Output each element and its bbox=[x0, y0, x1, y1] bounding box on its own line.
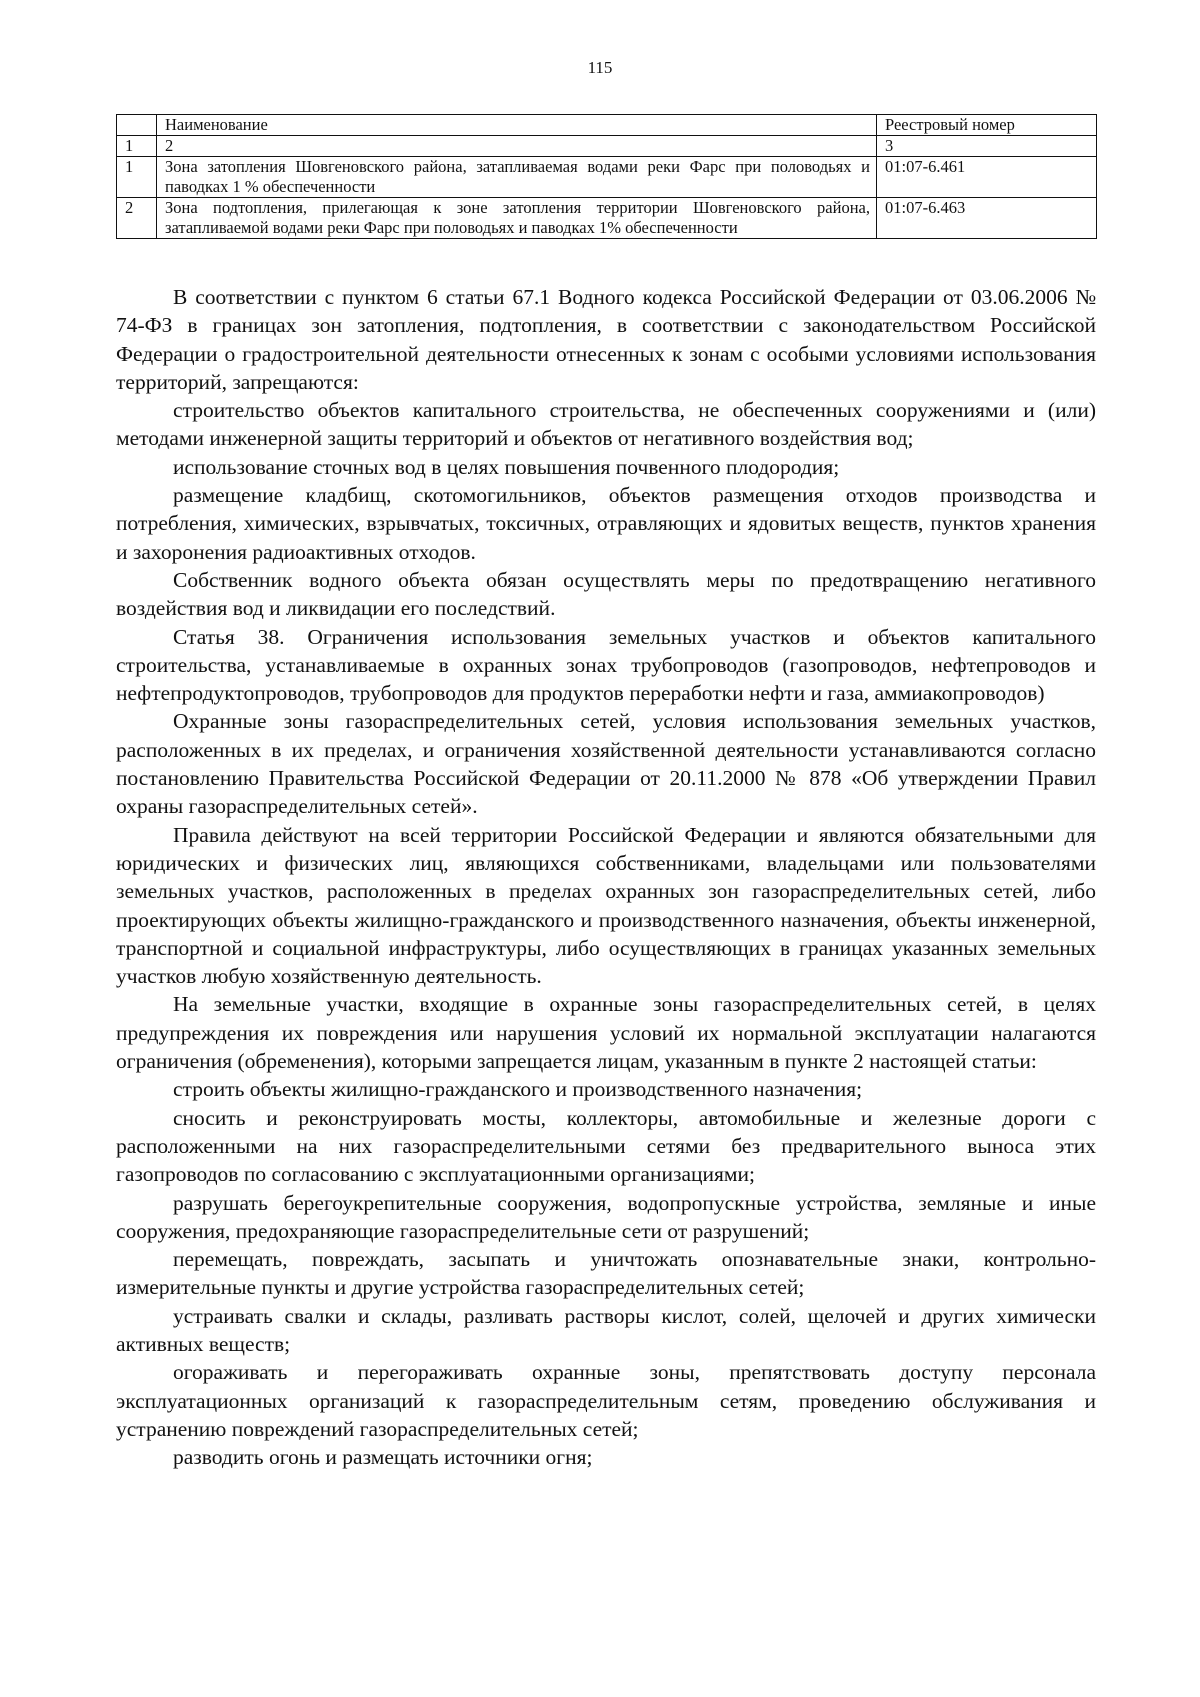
table-numbering-row bbox=[117, 136, 1097, 157]
paragraph: использование сточных вод в целях повышения почвенного плодородия; bbox=[173, 454, 840, 479]
page-number: 115 bbox=[587, 58, 613, 77]
table-row bbox=[117, 157, 1097, 198]
paragraph: В соответствии с пунктом 6 статьи 67.1 Водного кодекса Российской Федерации от 03.06.2006 № 74-ФЗ в границах зон затопления, подтопления, в соответствии с законодательством Российской Федерации о градостроительной деятельности отнесенных к зонам с особыми условиями использования территорий, запрещаются: bbox=[116, 285, 1096, 394]
paragraph: Правила действуют на всей территории Российской Федерации и являются обязательными для юридических и физических лиц, являющихся собственниками, владельцами или пользователями земельных участков, расположенных в пределах охранных зон газораспределительных сетей, либо проектирующих объекты жилищно-гражданского и производственного назначения, объекты инженерной, транспортной и социальной инфраструктуры, либо осуществляющих в границах указанных земельных участков любую хозяйственную деятельность. bbox=[116, 822, 1096, 989]
row-num: 1 bbox=[117, 157, 157, 198]
numbering-registry: 3 bbox=[877, 136, 1097, 157]
numbering-name: 2 bbox=[157, 136, 877, 157]
article-heading: Статья 38. Ограничения использования земельных участков и объектов капитального строительства, устанавливаемые в охранных зонах трубопроводов (газопроводов, нефтепроводов и нефтепродуктопроводов, трубопроводов для продуктов переработки нефти и газа, аммиакопроводов) bbox=[116, 624, 1096, 706]
paragraph: На земельные участки, входящие в охранные зоны газораспределительных сетей, в целях предупреждения их повреждения или нарушения условий их нормальной эксплуатации налагаются ограничения (обременения), которыми запрещается лицам, указанным в пункте 2 настоящей статьи: bbox=[116, 992, 1096, 1074]
header-num bbox=[117, 115, 157, 136]
body-text bbox=[116, 283, 1096, 1471]
row-name: Зона затопления Шовгеновского района, затапливаемая водами реки Фарс при половодьях и паводках 1 % обеспеченности bbox=[157, 157, 877, 198]
row-registry: 01:07-6.461 bbox=[877, 157, 1097, 198]
paragraph: Собственник водного объекта обязан осуществлять меры по предотвращению негативного воздействия вод и ликвидации его последствий. bbox=[116, 567, 1096, 621]
row-name: Зона подтопления, прилегающая к зоне затопления территории Шовгеновского района, затапливаемой водами реки Фарс при половодьях и паводках 1% обеспеченности bbox=[157, 198, 877, 239]
paragraph: огораживать и перегораживать охранные зоны, препятствовать доступу персонала эксплуатационных организаций к газораспределительным сетям, проведению обслуживания и устранению повреждений газораспределительных сетей; bbox=[116, 1360, 1096, 1441]
row-registry: 01:07-6.463 bbox=[877, 198, 1097, 239]
paragraph: строительство объектов капитального строительства, не обеспеченных сооружениями и (или) методами инженерной защиты территорий и объектов от негативного воздействия вод; bbox=[116, 398, 1096, 451]
paragraph: сносить и реконструировать мосты, коллекторы, автомобильные и железные дороги с расположенными на них газораспределительными сетями без предварительного выноса этих газопроводов по согласованию с эксплуатационными организациями; bbox=[116, 1105, 1096, 1187]
header-registry: Реестровый номер bbox=[877, 115, 1097, 136]
paragraph: перемещать, повреждать, засыпать и уничтожать опознавательные знаки, контрольно-измерительные пункты и другие устройства газораспределительных сетей; bbox=[116, 1247, 1096, 1300]
table-row bbox=[117, 198, 1097, 239]
paragraph: устраивать свалки и склады, разливать растворы кислот, солей, щелочей и других химически активных веществ; bbox=[116, 1303, 1096, 1356]
header-name: Наименование bbox=[157, 115, 877, 136]
numbering-num: 1 bbox=[117, 136, 157, 157]
paragraph: Охранные зоны газораспределительных сетей, условия использования земельных участков, расположенных в их пределах, и ограничения хозяйственной деятельности устанавливаются согласно постановлению Правительства Российской Федерации от 20.11.2000 № 878 «Об утверждении Правил охраны газораспределительных сетей». bbox=[116, 709, 1096, 819]
paragraph: строить объекты жилищно-гражданского и производственного назначения; bbox=[173, 1077, 863, 1102]
table-header-row bbox=[117, 115, 1097, 136]
paragraph: разводить огонь и размещать источники огня; bbox=[173, 1445, 593, 1470]
registry-table bbox=[116, 114, 1097, 239]
row-num: 2 bbox=[117, 198, 157, 239]
paragraph: размещение кладбищ, скотомогильников, объектов размещения отходов производства и потребления, химических, взрывчатых, токсичных, отравляющих и ядовитых веществ, пунктов хранения и захоронения радиоактивных отходов. bbox=[116, 483, 1096, 564]
paragraph: разрушать берегоукрепительные сооружения, водопропускные устройства, земляные и иные сооружения, предохраняющие газораспределительные сети от разрушений; bbox=[116, 1190, 1096, 1243]
